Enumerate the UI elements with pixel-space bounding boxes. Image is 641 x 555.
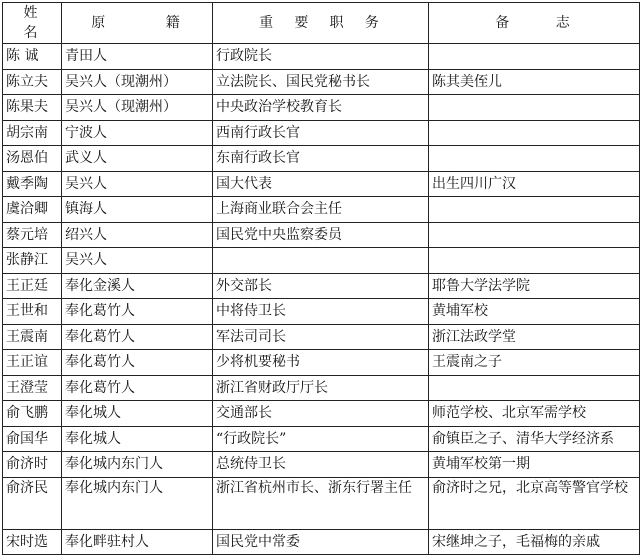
cell-name: 虞洽卿	[3, 197, 62, 223]
cell-name: 王震南	[3, 324, 62, 350]
table-row	[3, 120, 640, 146]
cell-note	[429, 375, 640, 401]
personnel-table	[2, 2, 640, 555]
cell-name: 张静江	[3, 248, 62, 274]
cell-name: 王澄莹	[3, 375, 62, 401]
cell-note: 黄埔军校	[429, 299, 640, 325]
cell-origin: 奉化葛竹人	[62, 299, 213, 325]
cell-origin: 镇海人	[62, 197, 213, 223]
cell-post: 行政院长	[213, 44, 429, 70]
cell-note	[429, 146, 640, 172]
table-row	[3, 69, 640, 95]
cell-origin: 奉化金溪人	[62, 273, 213, 299]
cell-origin: 奉化葛竹人	[62, 375, 213, 401]
table-row	[3, 197, 640, 223]
table-row	[3, 324, 640, 350]
cell-origin: 吴兴人（现潮州）	[62, 69, 213, 95]
table-body	[3, 44, 640, 555]
table-row	[3, 248, 640, 274]
table-row	[3, 44, 640, 70]
cell-origin: 吴兴人	[62, 248, 213, 274]
cell-origin: 青田人	[62, 44, 213, 70]
cell-note: 黄埔军校第一期	[429, 452, 640, 478]
cell-name: 王正谊	[3, 350, 62, 376]
table-row	[3, 350, 640, 376]
cell-post: 浙江省杭州市长、浙东行署主任	[213, 477, 429, 529]
cell-note: 俞镇臣之子、清华大学经济系	[429, 426, 640, 452]
cell-note	[429, 222, 640, 248]
cell-note	[429, 248, 640, 274]
cell-post: 立法院长、国民党秘书长	[213, 69, 429, 95]
cell-origin: 奉化城内东门人	[62, 477, 213, 529]
cell-post: “行政院长”	[213, 426, 429, 452]
table-row	[3, 171, 640, 197]
cell-post: 中央政治学校教育长	[213, 95, 429, 121]
table-row	[3, 375, 640, 401]
table-row	[3, 401, 640, 427]
cell-origin: 奉化城人	[62, 426, 213, 452]
table-row	[3, 222, 640, 248]
header-origin: 原 籍	[62, 3, 213, 44]
cell-post: 东南行政长官	[213, 146, 429, 172]
cell-post: 少将机要秘书	[213, 350, 429, 376]
cell-name: 汤恩伯	[3, 146, 62, 172]
cell-post	[213, 248, 429, 274]
cell-note: 俞济时之兄，北京高等警官学校	[429, 477, 640, 529]
cell-post: 国民党中常委	[213, 529, 429, 555]
header-row	[3, 3, 640, 44]
cell-origin: 奉化城内东门人	[62, 452, 213, 478]
cell-name: 戴季陶	[3, 171, 62, 197]
cell-note: 师范学校、北京军需学校	[429, 401, 640, 427]
cell-note	[429, 95, 640, 121]
cell-origin: 奉化葛竹人	[62, 350, 213, 376]
cell-name: 王世和	[3, 299, 62, 325]
cell-origin: 绍兴人	[62, 222, 213, 248]
cell-name: 胡宗南	[3, 120, 62, 146]
cell-origin: 宁波人	[62, 120, 213, 146]
cell-origin: 奉化城人	[62, 401, 213, 427]
cell-note: 耶鲁大学法学院	[429, 273, 640, 299]
cell-note: 宋继坤之子，毛福梅的亲戚	[429, 529, 640, 555]
header-post: 重 要 职 务	[213, 3, 429, 44]
table-row	[3, 477, 640, 529]
table-row	[3, 95, 640, 121]
cell-post: 国大代表	[213, 171, 429, 197]
cell-post: 上海商业联合会主任	[213, 197, 429, 223]
cell-post: 交通部长	[213, 401, 429, 427]
table-row	[3, 273, 640, 299]
cell-name: 俞国华	[3, 426, 62, 452]
cell-name: 王正廷	[3, 273, 62, 299]
cell-note: 陈其美侄儿	[429, 69, 640, 95]
cell-post: 国民党中央监察委员	[213, 222, 429, 248]
table-row	[3, 426, 640, 452]
cell-note: 出生四川广汉	[429, 171, 640, 197]
cell-note	[429, 120, 640, 146]
table-row	[3, 299, 640, 325]
cell-name: 蔡元培	[3, 222, 62, 248]
cell-origin: 武义人	[62, 146, 213, 172]
header-note: 备 志	[429, 3, 640, 44]
header-name: 姓 名	[3, 3, 62, 44]
cell-name: 陈立夫	[3, 69, 62, 95]
cell-name: 俞济时	[3, 452, 62, 478]
cell-name: 陈 诚	[3, 44, 62, 70]
cell-origin: 奉化畔驻村人	[62, 529, 213, 555]
cell-note	[429, 44, 640, 70]
cell-name: 陈果夫	[3, 95, 62, 121]
cell-note: 浙江法政学堂	[429, 324, 640, 350]
cell-note: 王震南之子	[429, 350, 640, 376]
cell-origin: 吴兴人（现潮州）	[62, 95, 213, 121]
cell-name: 宋时选	[3, 529, 62, 555]
cell-post: 西南行政长官	[213, 120, 429, 146]
cell-name: 俞飞鹏	[3, 401, 62, 427]
cell-name: 俞济民	[3, 477, 62, 529]
cell-post: 外交部长	[213, 273, 429, 299]
cell-post: 军法司司长	[213, 324, 429, 350]
cell-post: 总统侍卫长	[213, 452, 429, 478]
cell-post: 中将侍卫长	[213, 299, 429, 325]
cell-post: 浙江省财政厅厅长	[213, 375, 429, 401]
table-row	[3, 146, 640, 172]
cell-note	[429, 197, 640, 223]
cell-origin: 奉化葛竹人	[62, 324, 213, 350]
table-row	[3, 452, 640, 478]
cell-origin: 吴兴人	[62, 171, 213, 197]
